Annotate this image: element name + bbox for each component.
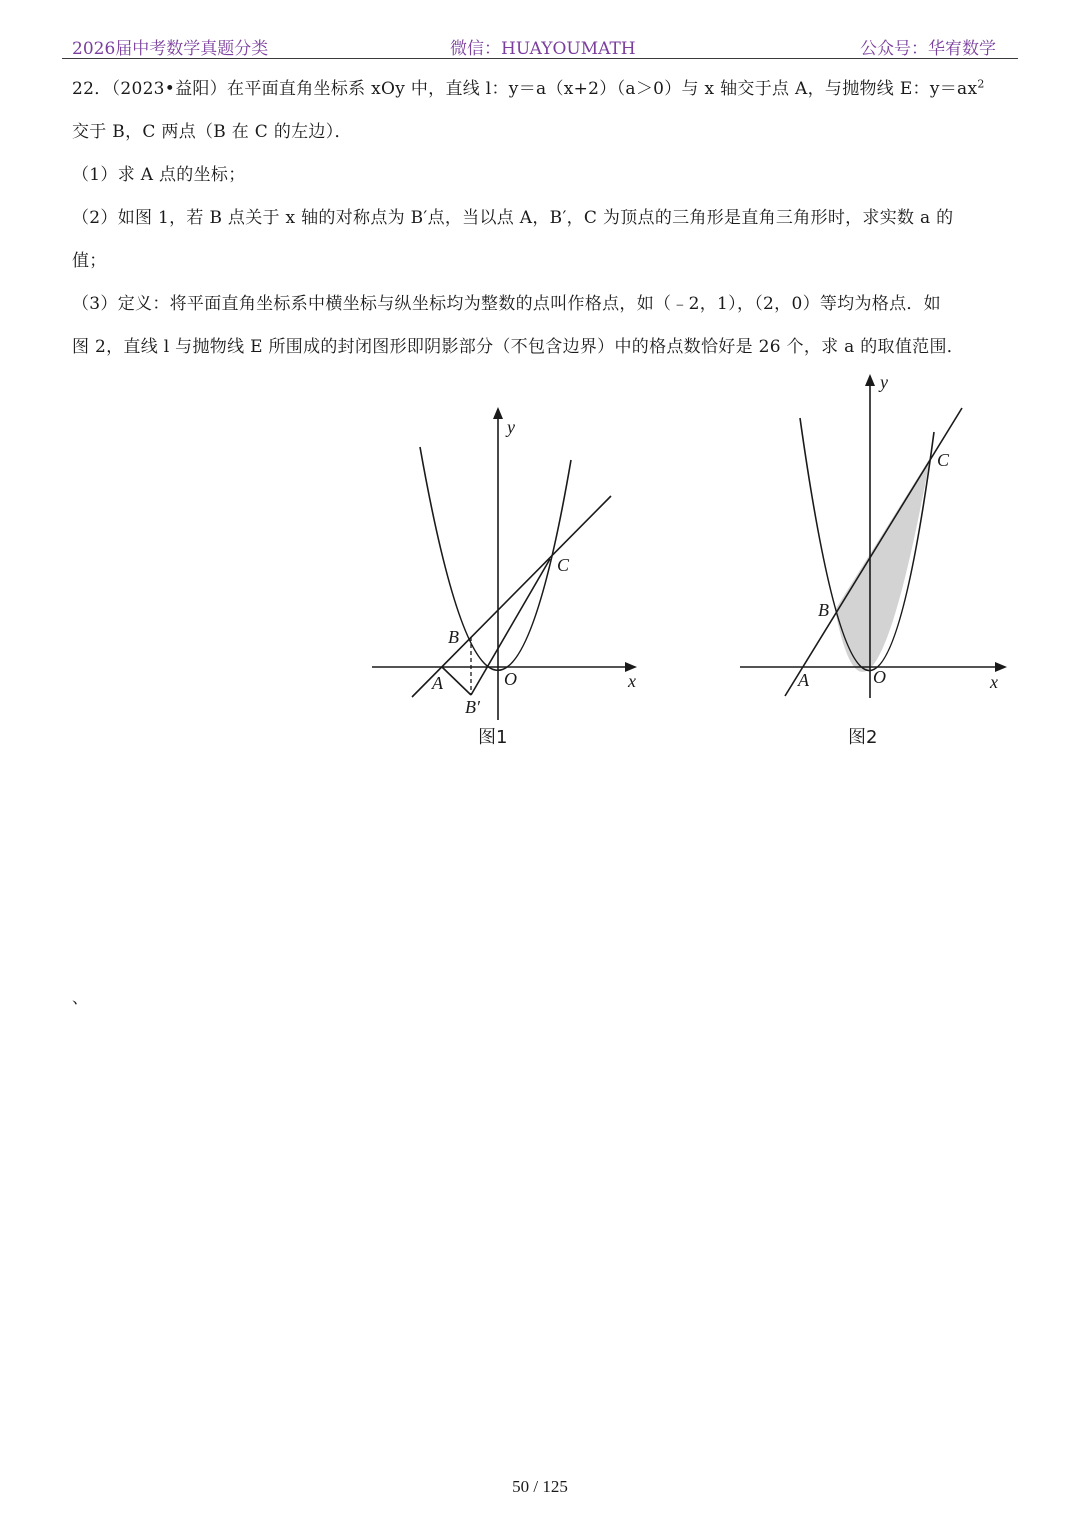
header-public-account: 公众号：华宥数学 [860, 39, 996, 59]
label-c: C [937, 450, 950, 470]
header-wechat: 微信：HUAYOUMATH [450, 39, 636, 59]
exponent: 2 [977, 77, 985, 91]
segment-a-bprime [442, 667, 471, 695]
figure-1-caption: 图1 [478, 727, 508, 748]
part-3-line-2: 图 2，直线 l 与抛物线 E 所围成的封闭图形即阴影部分（不包含边界）中的格点数恰好是 26 个，求 a 的取值范围． [72, 337, 965, 357]
header-series-title: 2026届中考数学真题分类 [72, 39, 269, 59]
label-b: B [818, 600, 829, 620]
label-y: y [880, 372, 888, 392]
label-x: x [628, 671, 636, 691]
figure-2-caption: 图2 [848, 727, 878, 748]
part-3-line-1: （3）定义：将平面直角坐标系中横坐标与纵坐标均为整数的点叫作格点，如（﹣2，1），（2，0）等均为格点．如 [72, 294, 941, 314]
label-x: x [990, 672, 998, 692]
label-a: A [798, 670, 809, 690]
part-2-line-2: 值； [72, 251, 107, 271]
label-y: y [507, 417, 515, 437]
figure-1 [360, 395, 660, 765]
figure-2 [730, 368, 1030, 765]
label-origin: O [873, 667, 886, 687]
label-a: A [432, 673, 443, 693]
part-2-line-1: （2）如图 1，若 B 点关于 x 轴的对称点为 B′点，当以点 A，B′，C 为顶点的三角形是直角三角形时，求实数 a 的 [72, 208, 954, 228]
label-b: B [448, 627, 459, 647]
label-b-prime: B′ [465, 697, 480, 717]
part-1: （1）求 A 点的坐标； [72, 165, 246, 185]
problem-line-2: 交于 B，C 两点（B 在 C 的左边）． [72, 122, 352, 142]
stray-mark: 、 [72, 988, 89, 1007]
label-c: C [557, 555, 570, 575]
shaded-region [835, 458, 930, 672]
problem-statement: 22．（2023•益阳）在平面直角坐标系 xOy 中，直线 l：y＝a（x+2）（a＞0）与 x 轴交于点 A，与抛物线 E：y＝ax [72, 79, 978, 99]
page-header [62, 30, 1018, 59]
page-number: 50 / 125 [512, 1477, 568, 1496]
problem-line-1 [72, 74, 985, 99]
label-origin: O [504, 669, 517, 689]
